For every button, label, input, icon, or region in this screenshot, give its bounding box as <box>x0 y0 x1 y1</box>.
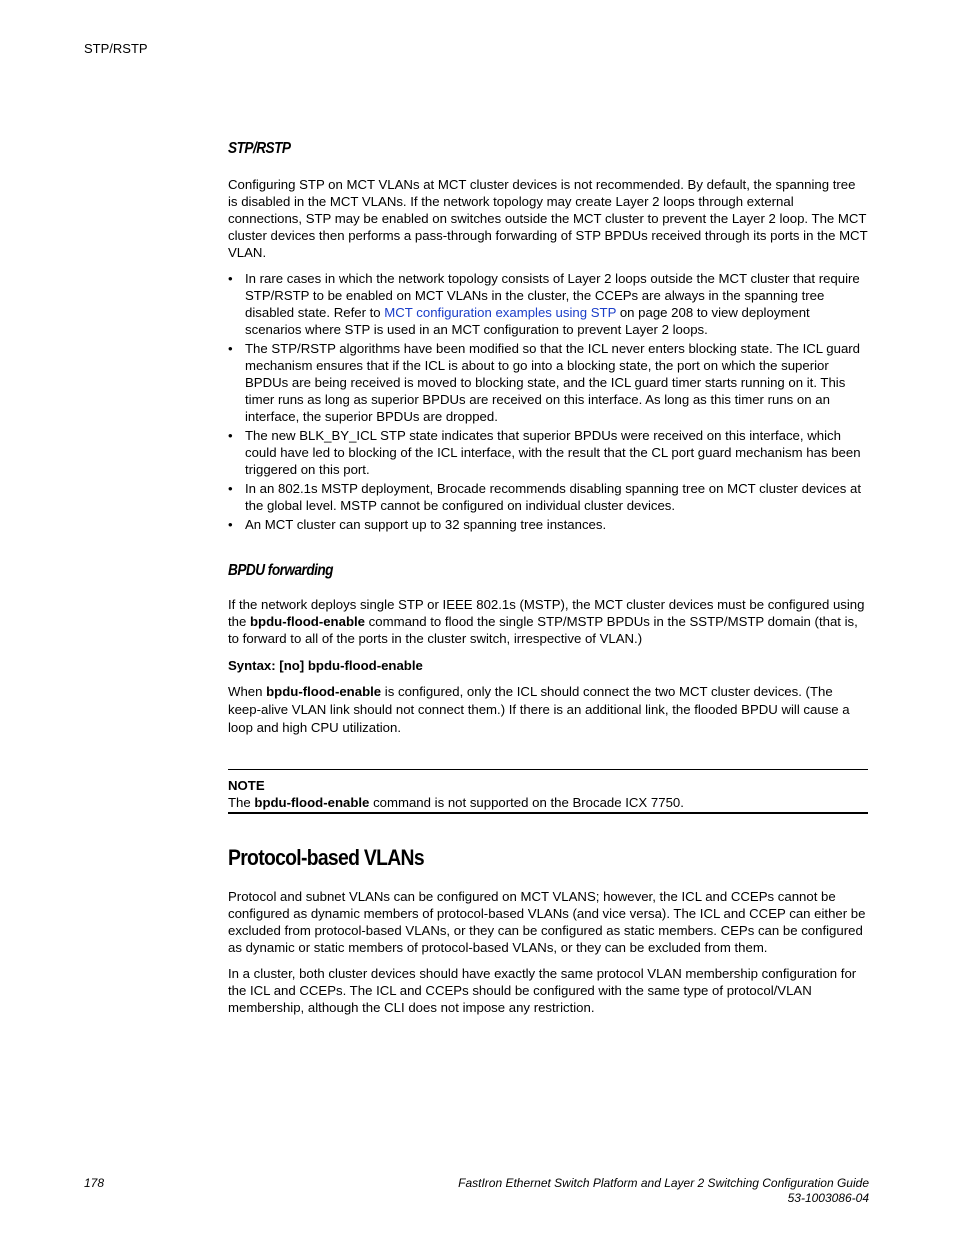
list-item: • The STP/RSTP algorithms have been modified so that the ICL never enters blocking state. The ICL guard mechanism ensures that if the ICL is about to go into a blocking state, the port on which the superior BPDUs are being received is moved to blocking state, and the ICL guard timer starts running on it. This timer runs as long as superior BPDUs are received on this interface. As long as this timer runs on an interface, the superior BPDUs are dropped. <box>228 341 861 424</box>
bpdu-paragraph-2: When bpdu-flood-enable is configured, only the ICL should connect the two MCT cluster devices. (The keep-alive VLAN link should not connect them.) If there is an additional link, the flooded BPDU will cause a loop and high CPU utilization. <box>228 684 850 735</box>
bullet-marker: • <box>228 341 233 356</box>
stp-bullet-list <box>228 270 868 533</box>
page-number: 178 <box>84 1176 105 1190</box>
bpdu-paragraph-1: If the network deploys single STP or IEEE 802.1s (MSTP), the MCT cluster devices must be configured using the bpdu-flood-enable command to flood the single STP/MSTP BPDUs in the SSTP/MSTP domain (that is, to forward to all of the ports in the cluster switch, irrespective of VLAN.) <box>228 597 865 646</box>
running-header: STP/RSTP <box>84 41 148 56</box>
doc-title: FastIron Ethernet Switch Platform and Layer 2 Switching Configuration Guide <box>458 1176 869 1190</box>
bullet-marker: • <box>228 428 233 443</box>
footer-doc-info <box>458 1176 869 1206</box>
doc-number: 53-1003086-04 <box>787 1191 869 1205</box>
stp-rstp-heading: STP/RSTP <box>228 140 291 157</box>
syntax-line: Syntax: [no] bpdu-flood-enable <box>228 658 423 673</box>
protocol-paragraph-1: Protocol and subnet VLANs can be configured on MCT VLANS; however, the ICL and CCEPs cannot be configured as dynamic members of protocol-based VLANs (and vice versa). The ICL and CCEP can either be excluded from protocol-based VLANs, or they can be configured as static members. CEPs can be configured as dynamic or static members of protocol-based VLANs, or they can be excluded from them. <box>228 889 866 955</box>
list-item: • In rare cases in which the network topology consists of Layer 2 loops outside the MCT cluster that require STP/RSTP to be enabled on MCT VLANs in the cluster, the CCEPs are always in the spanning tree disabled state. Refer to MCT configuration examples using STP on page 208 to view deployment scenarios where STP is used in an MCT configuration to prevent Layer 2 loops. <box>228 271 860 337</box>
list-item: • An MCT cluster can support up to 32 spanning tree instances. <box>228 517 607 532</box>
list-item: • In an 802.1s MSTP deployment, Brocade recommends disabling spanning tree on MCT cluster devices at the global level. MSTP cannot be configured on individual cluster devices. <box>228 481 861 513</box>
protocol-vlans-heading: Protocol-based VLANs <box>228 845 424 870</box>
bpdu-forwarding-heading: BPDU forwarding <box>228 562 333 579</box>
bullet-marker: • <box>228 517 233 532</box>
stp-intro-paragraph: Configuring STP on MCT VLANs at MCT cluster devices is not recommended. By default, the spanning tree is disabled in the MCT VLANs. If the network topology may create Layer 2 loops through external connections, STP may be enabled on switches outside the MCT cluster to prevent the Layer 2 loop. The MCT cluster devices then performs a pass-through forwarding of STP BPDUs received through its ports in the MCT VLAN. <box>228 177 868 260</box>
note-text: The bpdu-flood-enable command is not supported on the Brocade ICX 7750. <box>228 795 684 810</box>
page-content <box>228 140 868 1016</box>
note-box <box>228 769 868 814</box>
list-item: • The new BLK_BY_ICL STP state indicates that superior BPDUs were received on this interface, which could have led to blocking of the ICL interface, with the result that the CL port guard mechanism has been triggered on this port. <box>228 428 861 477</box>
mct-stp-examples-link[interactable]: MCT configuration examples using STP <box>384 305 617 320</box>
bullet-marker: • <box>228 271 233 286</box>
protocol-paragraph-2: In a cluster, both cluster devices should have exactly the same protocol VLAN membership configuration for the ICL and CCEPs. The ICL and CCEPs should be configured with the same type of protocol/VLAN membership, although the CLI does not impose any restriction. <box>228 966 857 1015</box>
bullet-marker: • <box>228 481 233 496</box>
note-title: NOTE <box>228 778 265 793</box>
